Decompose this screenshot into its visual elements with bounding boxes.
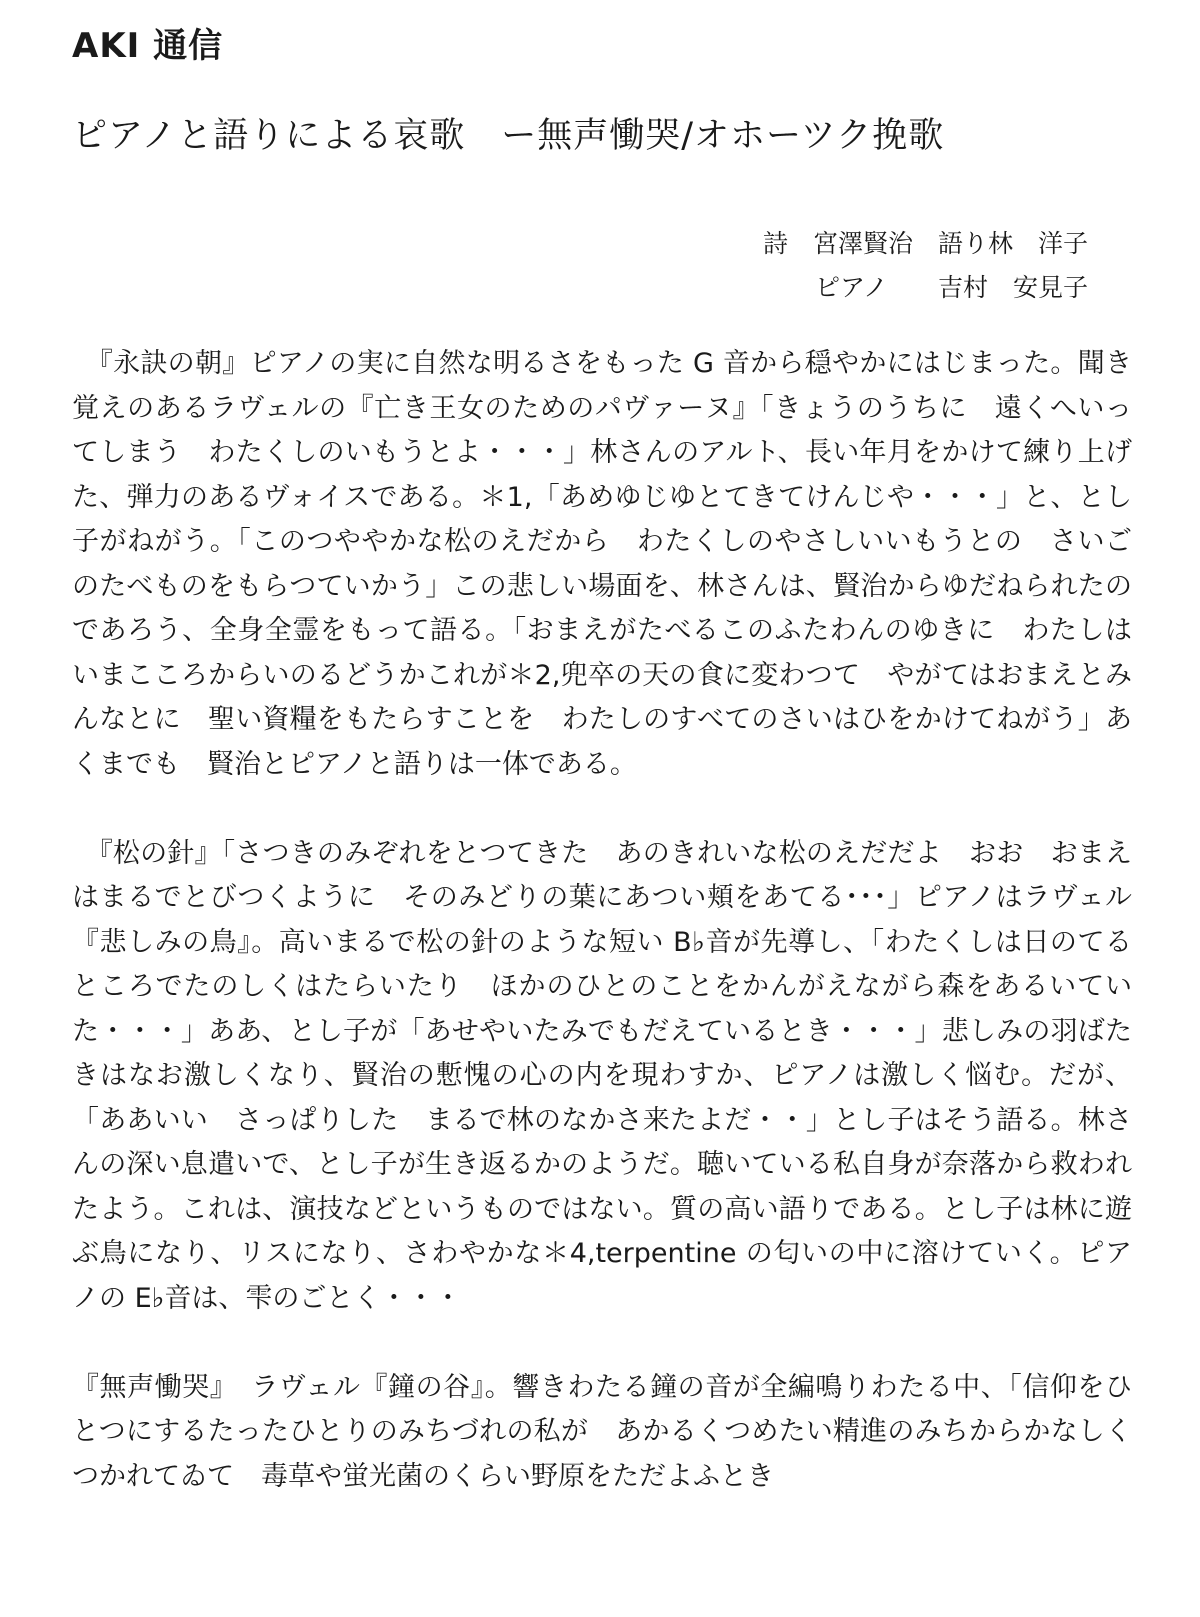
- paragraph-matsu-no-hari: 『松の針』「さつきのみぞれをとつてきた あのきれいな松のえだだよ おお おまえはまるでとびつくように そのみどりの葉にあつい頬をあてる･･･」ピアノはラヴェル『悲しみの鳥』。高いまるで松の針のような短い B♭音が先導し、「わたくしは日のてるところでたのしくはたらいたり ほかのひとのことをかんがえながら森をあるいていた・・・」ああ、とし子が「あせやいたみでもだえているとき・・・」悲しみの羽ばたきはなお激しくなり、賢治の慙愧の心の内を現わすか、ピアノは激しく悩む。だが、「ああいい さっぱりした まるで林のなかさ来たよだ・・」とし子はそう語る。林さんの深い息遣いで、とし子が生き返るかのようだ。聴いている私自身が奈落から救われたよう。これは、演技などというものではない。質の高い語りである。とし子は林に遊ぶ鳥になり、リスになり、さわやかな＊4,terpentine の匂いの中に溶けていく。ピアノの E♭音は、雫のごとく・・・: [72, 837, 1132, 1314]
- paragraph-musei-doukoku: 『無声慟哭』 ラヴェル『鐘の谷』。響きわたる鐘の音が全編鳴りわたる中、「信仰をひとつにするたったひとりのみちづれの私が あかるくつめたい精進のみちからかなしくつかれてゐて 毒草や蛍光菌のくらい野原をただよふとき: [72, 1371, 1132, 1492]
- credits-poet-narrator: 詩 宮澤賢治 語り林 洋子: [762, 229, 1088, 258]
- article-body: [72, 342, 1132, 1499]
- paragraph-eiketsu: 『永訣の朝』ピアノの実に自然な明るさをもった G 音から穏やかにはじまった。聞き覚えのあるラヴェルの『亡き王女のためのパヴァーヌ』「きょうのうちに 遠くへいってしまう わたくしのいもうとよ・・・」林さんのアルト、長い年月をかけて練り上げた、弾力のあるヴォイスである。＊1,「あめゆじゆとてきてけんじや・・・」と、とし子がねがう。「このつややかな松のえだから わたくしのやさしいいもうとの さいごのたべものをもらつていかう」この悲しい場面を、林さんは、賢治からゆだねられたのであろう、全身全霊をもって語る。「おまえがたべるこのふたわんのゆきに わたしはいまこころからいのるどうかこれが＊2,兜卒の天の食に変わつて やがてはおまえとみんなとに 聖い資糧をもたらすことを わたしのすべてのさいはひをかけてねがう」あくまでも 賢治とピアノと語りは一体である。: [72, 348, 1132, 780]
- credits: [763, 222, 1088, 310]
- page-title: ピアノと語りによる哀歌 ー無声慟哭/オホーツク挽歌: [72, 116, 945, 156]
- credits-pianist: ピアノ 吉村 安見子: [814, 273, 1088, 302]
- header-title: AKI 通信: [72, 26, 224, 66]
